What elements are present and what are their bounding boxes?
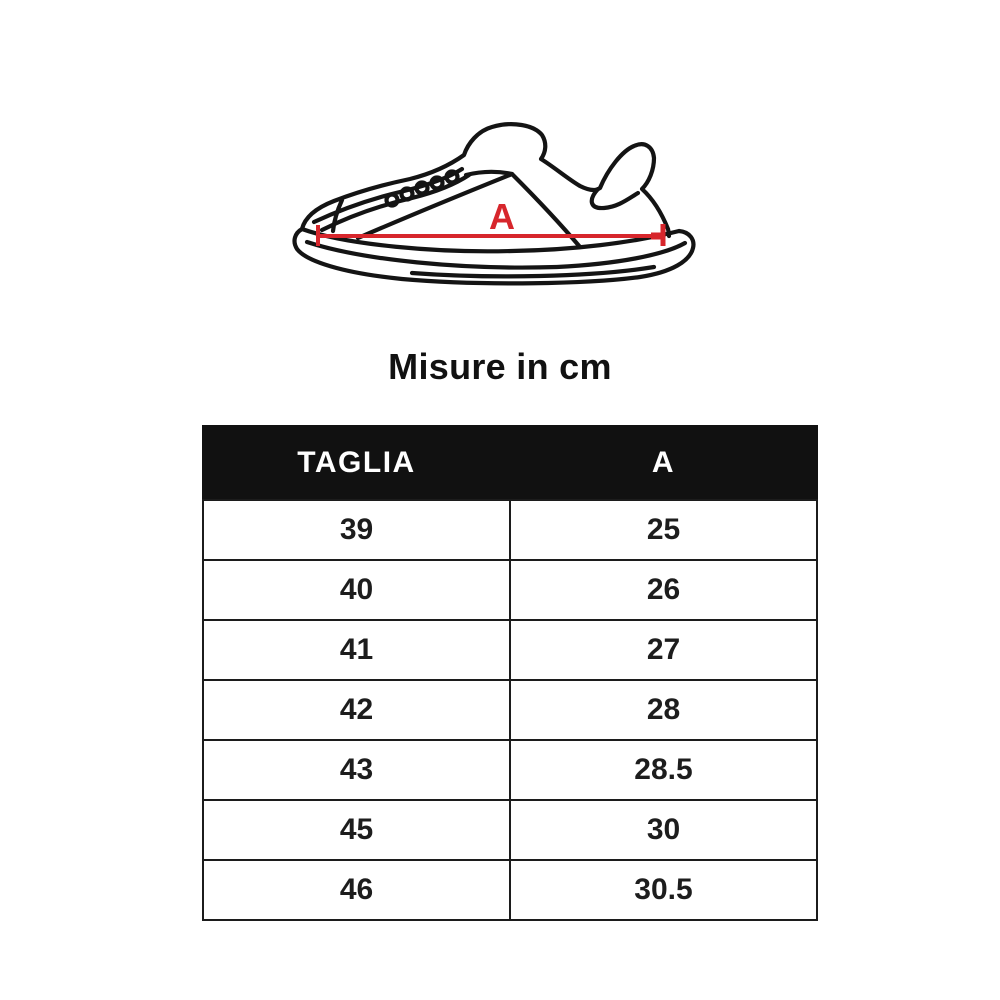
measurement-cell: 25 — [510, 500, 817, 560]
measurement-cell: 30 — [510, 800, 817, 860]
table-row — [203, 560, 817, 620]
measurement-label: A — [489, 196, 515, 237]
measurement-cell: 28.5 — [510, 740, 817, 800]
table-row — [203, 680, 817, 740]
measurement-cell: 28 — [510, 680, 817, 740]
table-row — [203, 500, 817, 560]
measurement-cell: 30.5 — [510, 860, 817, 920]
size-cell: 46 — [203, 860, 510, 920]
size-cell: 42 — [203, 680, 510, 740]
table-row — [203, 620, 817, 680]
size-table-body — [203, 500, 817, 920]
toe-cap-seam — [333, 200, 342, 231]
upper-outline — [302, 124, 669, 236]
table-row — [203, 860, 817, 920]
size-cell: 45 — [203, 800, 510, 860]
sole-midline — [307, 242, 685, 268]
measurement-column-header: A — [510, 426, 817, 500]
size-table-header — [203, 426, 817, 500]
sneaker-diagram — [292, 103, 702, 303]
size-column-header: TAGLIA — [203, 426, 510, 500]
size-cell: 39 — [203, 500, 510, 560]
table-row — [203, 740, 817, 800]
size-cell: 40 — [203, 560, 510, 620]
measurement-cell: 27 — [510, 620, 817, 680]
throat-seam — [466, 172, 512, 175]
measurement-a — [318, 196, 663, 246]
heel-counter-seam — [592, 189, 638, 208]
size-cell: 43 — [203, 740, 510, 800]
header-row — [203, 426, 817, 500]
table-row — [203, 800, 817, 860]
page-title: Misure in cm — [388, 346, 612, 387]
measurement-cell: 26 — [510, 560, 817, 620]
size-cell: 41 — [203, 620, 510, 680]
size-table — [202, 425, 818, 921]
